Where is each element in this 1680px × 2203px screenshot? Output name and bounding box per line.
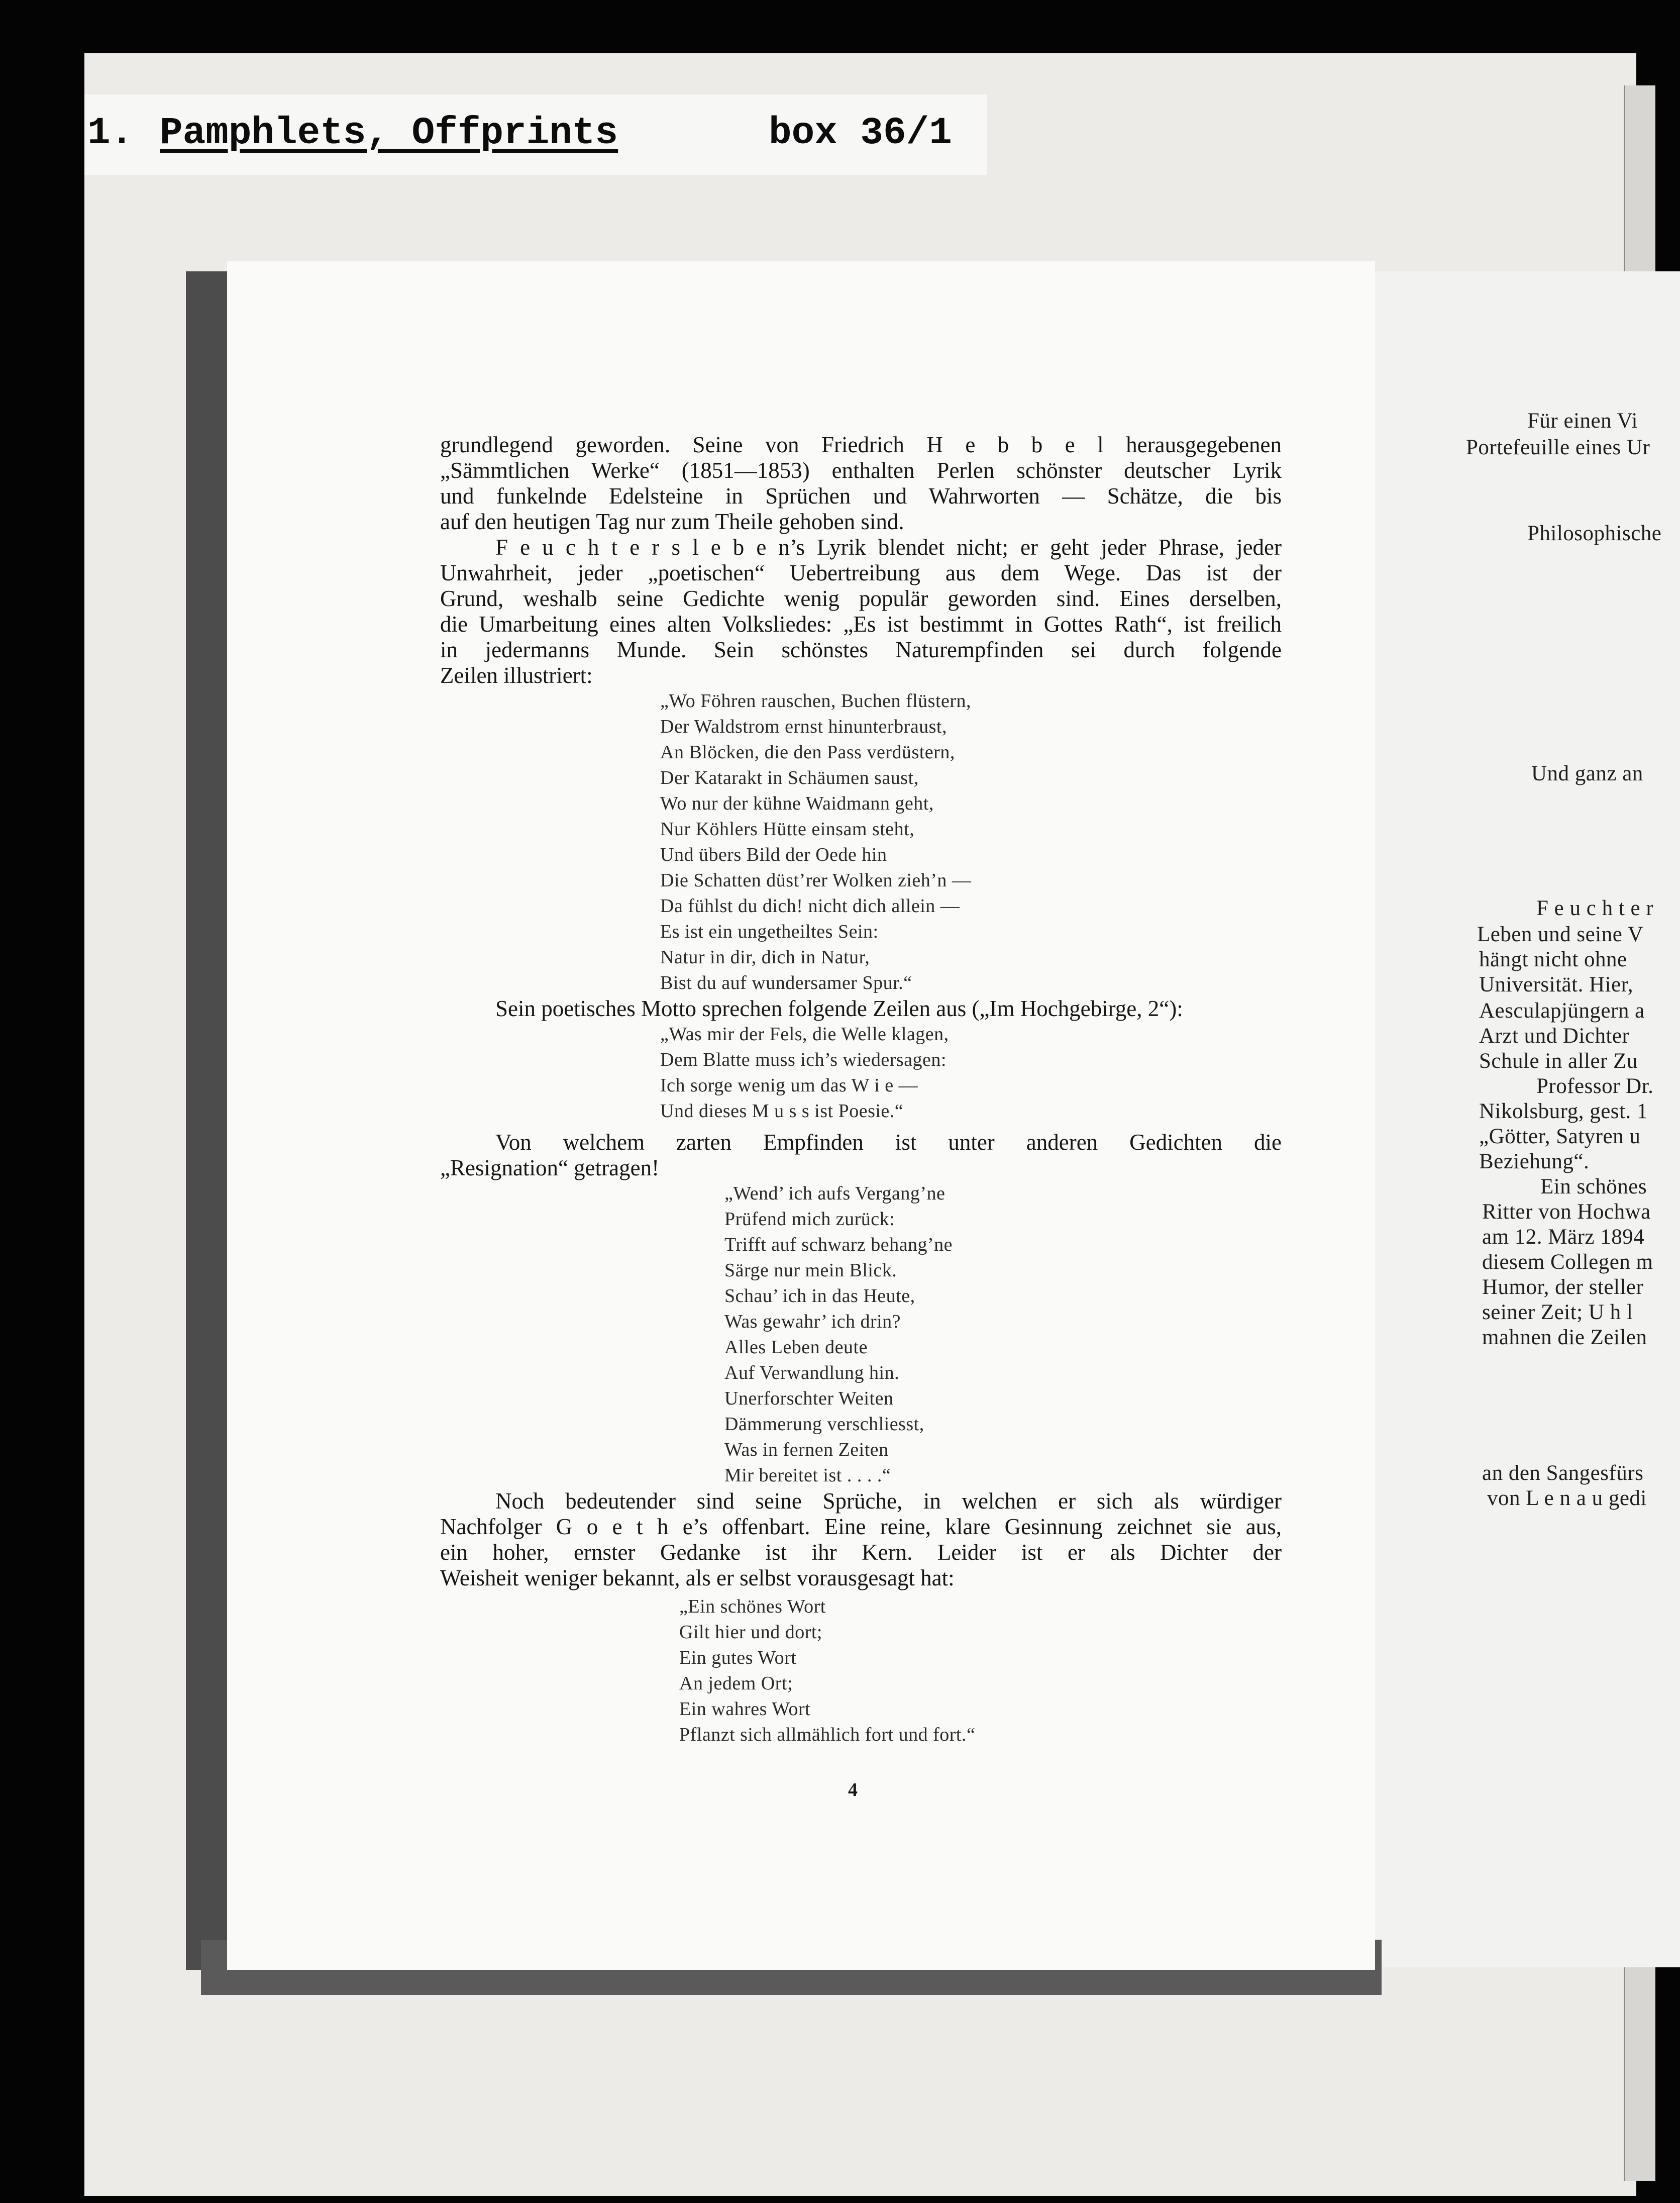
poem-line: Dem Blatte muss ich’s wiedersagen: xyxy=(660,1049,947,1070)
right-line: von L e n a u gedi xyxy=(1487,1486,1647,1510)
poem-line: Die Schatten düst’rer Wolken zieh’n — xyxy=(660,870,972,891)
poem-line: „Was mir der Fels, die Welle klagen, xyxy=(660,1024,949,1045)
archive-label xyxy=(84,94,987,175)
poem-line: Pflanzt sich allmählich fort und fort.“ xyxy=(679,1724,976,1745)
right-line: Nikolsburg, gest. 1 xyxy=(1479,1099,1648,1123)
poem-line: Unerforschter Weiten xyxy=(724,1388,894,1409)
right-line: Portefeuille eines Ur xyxy=(1466,436,1650,459)
poem-line: An jedem Ort; xyxy=(679,1673,793,1694)
text-line: Zeilen illustriert: xyxy=(440,663,593,688)
right-line: Philosophische xyxy=(1527,522,1662,545)
poem-line: Gilt hier und dort; xyxy=(679,1622,822,1643)
page-number: 4 xyxy=(848,1779,858,1800)
right-line: hängt nicht ohne xyxy=(1479,948,1627,971)
text-line: und funkelnde Edelsteine in Sprüchen und Wahrworten — Schätze, die bis xyxy=(440,483,1282,509)
archive-label-title: Pamphlets, Offprints xyxy=(160,112,618,155)
text-line: Noch bedeutender sind seine Sprüche, in welchen er sich als würdiger xyxy=(495,1488,1282,1514)
poem-line: Ein gutes Wort xyxy=(679,1647,797,1668)
poem-line: Da fühlst du dich! nicht dich allein — xyxy=(660,895,960,917)
text-line: in jedermanns Munde. Sein schönstes Naturempfinden sei durch folgende xyxy=(440,637,1282,662)
right-line: Ritter von Hochwa xyxy=(1482,1200,1651,1224)
poem-line: Was in fernen Zeiten xyxy=(724,1439,889,1460)
archive-label-number: 1. xyxy=(87,112,134,155)
archive-label-box: box 36/1 xyxy=(769,112,952,155)
poem-line: „Wend’ ich aufs Vergang’ne xyxy=(724,1183,946,1204)
right-line: mahnen die Zeilen xyxy=(1482,1326,1647,1349)
text-line: Von welchem zarten Empfinden ist unter anderen Gedichten die xyxy=(495,1130,1282,1155)
paragraph-3: Sein poetisches Motto sprechen folgende Zeilen aus („Im Hochgebirge, 2“): xyxy=(495,996,1183,1021)
right-line: am 12. März 1894 xyxy=(1482,1225,1645,1249)
poem-line: Nur Köhlers Hütte einsam steht, xyxy=(660,819,915,840)
text-line: die Umarbeitung eines alten Volksliedes: „Es ist bestimmt in Gottes Rath“, ist freilich xyxy=(440,612,1282,637)
right-line: Ein schönes xyxy=(1540,1175,1647,1198)
right-line: diesem Collegen m xyxy=(1482,1250,1653,1274)
right-line: Universität. Hier, xyxy=(1479,973,1633,996)
poem-line: Mir bereitet ist . . . .“ xyxy=(724,1465,891,1486)
text-line: auf den heutigen Tag nur zum Theile gehoben sind. xyxy=(440,509,904,534)
poem-line: Der Waldstrom ernst hinunterbraust, xyxy=(660,716,947,737)
right-line: Für einen Vi xyxy=(1527,409,1638,433)
right-line: Humor, der steller xyxy=(1482,1275,1644,1299)
text-line: Nachfolger G o e t h e’s offenbart. Eine reine, klare Gesinnung zeichnet sie aus, xyxy=(440,1514,1282,1539)
right-line: Schule in aller Zu xyxy=(1479,1049,1638,1073)
poem-line: Ein wahres Wort xyxy=(679,1698,811,1720)
poem-line: Wo nur der kühne Waidmann geht, xyxy=(660,793,934,814)
poem-line: Bist du auf wundersamer Spur.“ xyxy=(660,972,912,993)
text-line: Weisheit weniger bekannt, als er selbst vorausgesagt hat: xyxy=(440,1565,955,1590)
poem-line: Was gewahr’ ich drin? xyxy=(724,1311,901,1332)
poem-line: „Wo Föhren rauschen, Buchen flüstern, xyxy=(660,690,972,712)
poem-line: Auf Verwandlung hin. xyxy=(724,1362,900,1383)
poem-line: Alles Leben deute xyxy=(724,1337,868,1358)
right-line: F e u c h t e r xyxy=(1536,896,1654,920)
text-line: ein hoher, ernster Gedanke ist ihr Kern. Leider ist er als Dichter der xyxy=(440,1540,1282,1565)
poem-line: Und übers Bild der Oede hin xyxy=(660,844,887,865)
text-line: „Resignation“ getragen! xyxy=(440,1155,660,1180)
poem-line: Trifft auf schwarz behang’ne xyxy=(724,1234,953,1255)
poem-line: Schau’ ich in das Heute, xyxy=(724,1285,915,1307)
right-line: „Götter, Satyren u xyxy=(1479,1125,1641,1148)
right-line: Arzt und Dichter xyxy=(1479,1024,1630,1048)
right-line: an den Sangesfürs xyxy=(1482,1461,1644,1485)
poem-line: „Ein schönes Wort xyxy=(679,1596,826,1617)
right-line: seiner Zeit; U h l xyxy=(1482,1300,1633,1324)
text-line: grundlegend geworden. Seine von Friedrich H e b b e l herausgegebenen xyxy=(440,432,1282,457)
text-line: Grund, weshalb seine Gedichte wenig populär geworden sind. Eines derselben, xyxy=(440,586,1282,611)
poem-line: Ich sorge wenig um das W i e — xyxy=(660,1075,918,1096)
poem-line: Der Katarakt in Schäumen saust, xyxy=(660,767,919,788)
right-line: Professor Dr. xyxy=(1536,1074,1654,1098)
poem-line: Natur in dir, dich in Natur, xyxy=(660,947,870,968)
text-line: Unwahrheit, jeder „poetischen“ Uebertreibung aus dem Wege. Das ist der xyxy=(440,560,1282,585)
poem-line: Es ist ein ungetheiltes Sein: xyxy=(660,921,879,942)
right-line: Und ganz an xyxy=(1531,762,1643,785)
right-line: Leben und seine V xyxy=(1477,923,1644,946)
poem-line: Und dieses M u s s ist Poesie.“ xyxy=(660,1100,904,1122)
poem-line: Dämmerung verschliesst, xyxy=(724,1414,924,1435)
poem-line: Prüfend mich zurück: xyxy=(724,1209,895,1230)
right-line: Beziehung“. xyxy=(1479,1150,1590,1173)
poem-line: An Blöcken, die den Pass verdüstern, xyxy=(660,742,955,763)
poem-line: Särge nur mein Blick. xyxy=(724,1260,897,1281)
text-line: „Sämmtlichen Werke“ (1851—1853) enthalten Perlen schönster deutscher Lyrik xyxy=(440,458,1282,483)
text-line: F e u c h t e r s l e b e n’s Lyrik blendet nicht; er geht jeder Phrase, jeder xyxy=(495,535,1282,560)
right-line: Aesculapjüngern a xyxy=(1479,999,1645,1023)
